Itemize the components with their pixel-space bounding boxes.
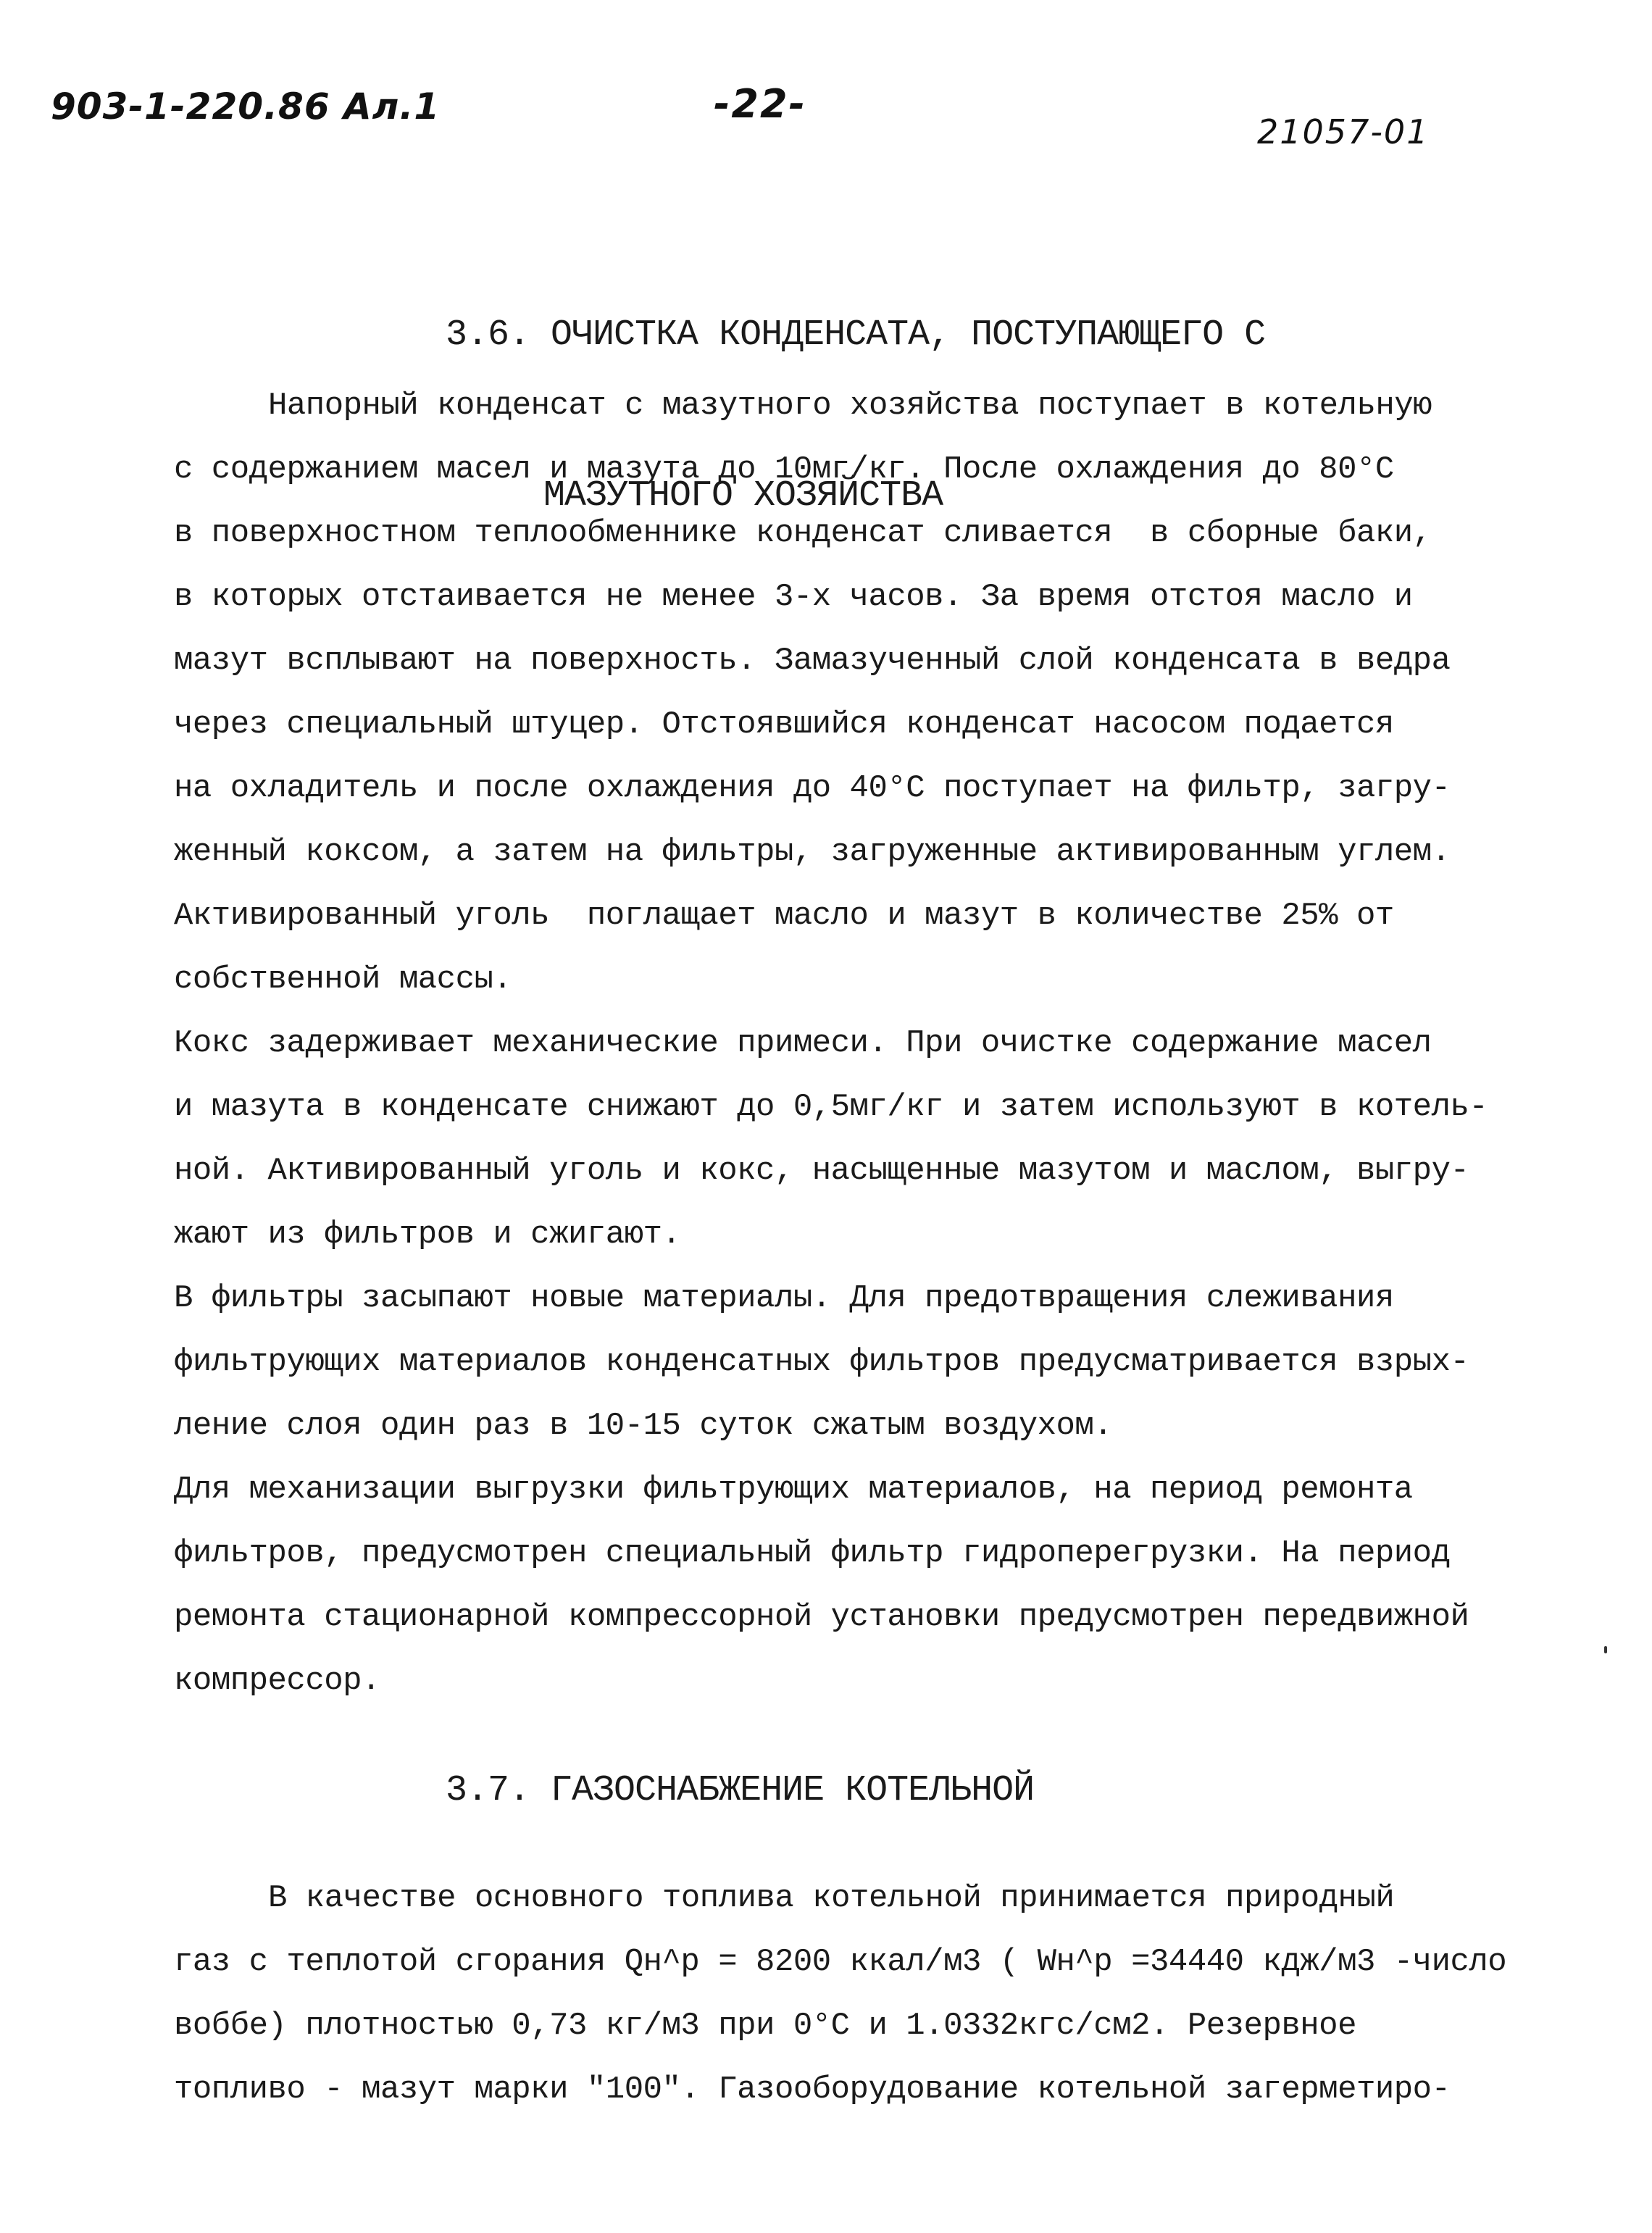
paragraph-line: топливо - мазут марки "100". Газооборудование котельной загерметиро- — [174, 2071, 1451, 2108]
paragraph-line: женный коксом, а затем на фильтры, загруженные активированным углем. — [174, 834, 1451, 870]
paragraph-line: и мазута в конденсате снижают до 0,5мг/кг и затем используют в котель- — [174, 1089, 1488, 1125]
paragraph-line: В фильтры засыпают новые материалы. Для предотвращения слеживания — [174, 1280, 1394, 1316]
paragraph-line: Активированный уголь поглащает масло и мазут в количестве 25% от — [174, 898, 1394, 934]
paragraph-line: мазут всплывают на поверхность. Замазученный слой конденсата в ведра — [174, 643, 1451, 679]
paragraph-line: компрессор. — [174, 1663, 380, 1699]
section-3-6-title-line-2: МАЗУТНОГО ХОЗЯЙСТВА — [543, 475, 943, 517]
paragraph-line: В качестве основного топлива котельной принимается природный — [268, 1880, 1395, 1916]
paragraph-line: ной. Активированный уголь и кокс, насыщенные мазутом и маслом, выгру- — [174, 1153, 1469, 1189]
paragraph-line: Кокс задерживает механические примеси. При очистке содержание масел — [174, 1025, 1432, 1061]
section-3-7-title: 3.7. ГАЗОСНАБЖЕНИЕ КОТЕЛЬНОЙ — [446, 1770, 1035, 1811]
paragraph-line: жают из фильтров и сжигают. — [174, 1216, 681, 1253]
section-3-6-title-line-1: 3.6. ОЧИСТКА КОНДЕНСАТА, ПОСТУПАЮЩЕГО С — [446, 314, 1266, 356]
paragraph-line: Напорный конденсат с мазутного хозяйства поступает в котельную — [268, 388, 1432, 424]
paragraph-line: газ с теплотой сгорания Qн^р = 8200 ккал/м3 ( Wн^р =34440 кдж/м3 -число — [174, 1944, 1507, 1980]
paragraph-line: ление слоя один раз в 10-15 суток сжатым воздухом. — [174, 1408, 1113, 1444]
paragraph-line: в поверхностном теплообменнике конденсат сливается в сборные баки, — [174, 515, 1432, 551]
document-code: 903-1-220.86 Ал.1 — [51, 85, 441, 128]
paragraph-line: ремонта стационарной компрессорной установки предусмотрен передвижной — [174, 1599, 1469, 1635]
paragraph-line: воббе) плотностью 0,73 кг/м3 при 0°С и 1.0332кгс/см2. Резервное — [174, 2008, 1356, 2044]
paragraph-line: Для механизации выгрузки фильтрующих материалов, на период ремонта — [174, 1472, 1413, 1508]
paragraph-line: фильтрующих материалов конденсатных фильтров предусматривается взрых- — [174, 1344, 1469, 1380]
scan-speck — [1604, 1646, 1607, 1653]
page-number: -22- — [714, 81, 806, 127]
archive-number: 21057-01 — [1257, 112, 1430, 151]
paragraph-line: с содержанием масел и мазута до 10мг/кг. После охлаждения до 80°С — [174, 451, 1394, 488]
paragraph-line: собственной массы. — [174, 961, 512, 998]
paragraph-line: на охладитель и после охлаждения до 40°С поступает на фильтр, загру- — [174, 770, 1451, 806]
paragraph-line: в которых отстаивается не менее 3-х часов. За время отстоя масло и — [174, 579, 1413, 615]
paragraph-line: через специальный штуцер. Отстоявшийся конденсат насосом подается — [174, 706, 1394, 743]
paragraph-line: фильтров, предусмотрен специальный фильтр гидроперегрузки. На период — [174, 1535, 1451, 1572]
